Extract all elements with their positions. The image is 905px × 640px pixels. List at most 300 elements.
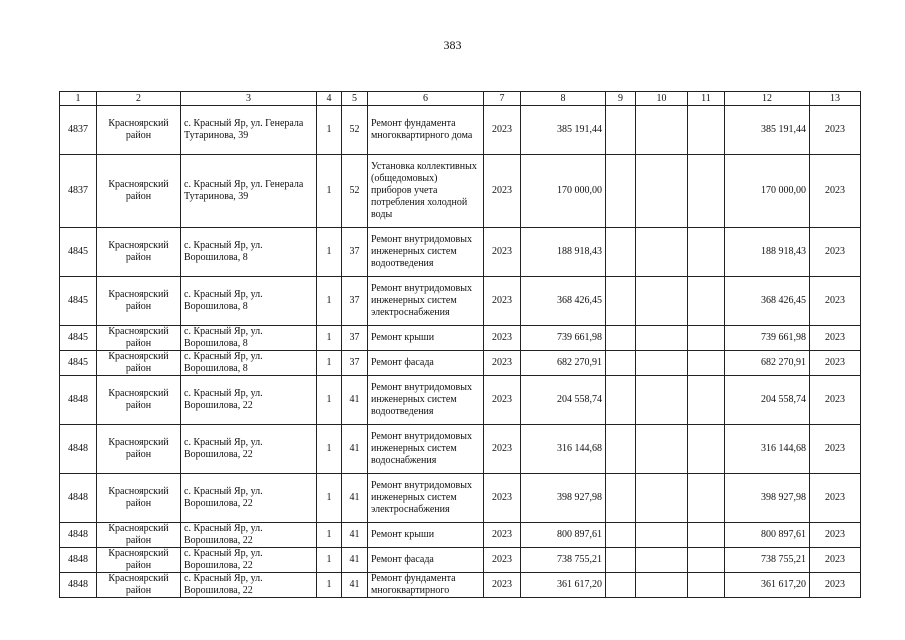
column-12-cost-cell-text: 738 755,21: [761, 554, 806, 565]
total-cost-cell-text: 316 144,68: [557, 443, 602, 454]
column-13-year-cell-text: 2023: [825, 295, 845, 306]
column-13-year-cell-text: 2023: [825, 185, 845, 196]
district-cell-text: Красноярский район: [108, 486, 169, 509]
column-header: 5: [342, 92, 368, 106]
year-cell-text: 2023: [492, 579, 512, 590]
column-header: 13: [810, 92, 861, 106]
object-id-cell: [60, 425, 97, 474]
column-header: 1: [60, 92, 97, 106]
object-id-cell-text: 4845: [68, 295, 88, 306]
object-id-cell-text: 4848: [68, 529, 88, 540]
column-11-cell: [688, 277, 725, 326]
district-cell: [97, 326, 181, 351]
column-10-cell: [636, 376, 688, 425]
column-header: 6: [368, 92, 484, 106]
column-5-cell-text: 41: [349, 443, 360, 454]
column-12-cost-cell: [725, 548, 810, 573]
address-cell-text: с. Красный Яр, ул. Ворошилова, 8: [184, 326, 263, 349]
table-row: [60, 155, 861, 228]
address-cell: [181, 228, 317, 277]
district-cell: [97, 425, 181, 474]
district-cell-text: Красноярский район: [108, 351, 169, 374]
object-id-cell: [60, 351, 97, 376]
column-9-cell: [606, 155, 636, 228]
address-cell: [181, 277, 317, 326]
district-cell: [97, 155, 181, 228]
district-cell-text: Красноярский район: [108, 573, 169, 596]
table-row: [60, 474, 861, 523]
address-cell: [181, 155, 317, 228]
column-5-cell-text: 37: [349, 332, 360, 343]
column-12-cost-cell-text: 398 927,98: [761, 492, 806, 503]
column-9-cell: [606, 277, 636, 326]
total-cost-cell-text: 398 927,98: [557, 492, 602, 503]
column-12-cost-cell: [725, 474, 810, 523]
year-cell: [484, 228, 521, 277]
column-4-cell-text: 1: [326, 332, 332, 343]
work-type-cell: [368, 523, 484, 548]
column-12-cost-cell-text: 170 000,00: [761, 185, 806, 196]
year-cell: [484, 523, 521, 548]
object-id-cell-text: 4848: [68, 554, 88, 565]
registry-table: [59, 91, 861, 598]
column-9-cell: [606, 573, 636, 598]
column-13-year-cell-text: 2023: [825, 554, 845, 565]
column-13-year-cell: [810, 351, 861, 376]
column-13-year-cell: [810, 425, 861, 474]
column-9-cell: [606, 106, 636, 155]
total-cost-cell: [521, 376, 606, 425]
column-5-cell: [342, 228, 368, 277]
object-id-cell: [60, 106, 97, 155]
address-cell-text: с. Красный Яр, ул. Ворошилова, 22: [184, 573, 263, 596]
total-cost-cell-text: 385 191,44: [557, 124, 602, 135]
district-cell: [97, 474, 181, 523]
object-id-cell: [60, 277, 97, 326]
work-type-cell-text: Ремонт внутридомовых инженерных систем электроснабжения: [371, 283, 473, 318]
address-cell-text: с. Красный Яр, ул. Ворошилова, 8: [184, 351, 263, 374]
column-header: 10: [636, 92, 688, 106]
district-cell: [97, 106, 181, 155]
column-header: 12: [725, 92, 810, 106]
object-id-cell: [60, 523, 97, 548]
work-type-cell: [368, 277, 484, 326]
column-4-cell: [317, 106, 342, 155]
district-cell-text: Красноярский район: [108, 548, 169, 571]
column-11-cell: [688, 523, 725, 548]
column-4-cell: [317, 351, 342, 376]
column-12-cost-cell: [725, 351, 810, 376]
column-12-cost-cell: [725, 523, 810, 548]
column-13-year-cell-text: 2023: [825, 492, 845, 503]
object-id-cell: [60, 326, 97, 351]
district-cell-text: Красноярский район: [108, 289, 169, 312]
column-5-cell-text: 52: [349, 185, 360, 196]
column-11-cell: [688, 228, 725, 277]
column-10-cell: [636, 228, 688, 277]
column-13-year-cell-text: 2023: [825, 332, 845, 343]
column-4-cell: [317, 228, 342, 277]
column-13-year-cell: [810, 523, 861, 548]
year-cell: [484, 106, 521, 155]
column-4-cell-text: 1: [326, 529, 332, 540]
district-cell-text: Красноярский район: [108, 437, 169, 460]
total-cost-cell-text: 682 270,91: [557, 357, 602, 368]
address-cell: [181, 548, 317, 573]
column-13-year-cell: [810, 474, 861, 523]
column-5-cell: [342, 376, 368, 425]
column-9-cell: [606, 425, 636, 474]
column-5-cell: [342, 548, 368, 573]
total-cost-cell-text: 738 755,21: [557, 554, 602, 565]
district-cell: [97, 351, 181, 376]
object-id-cell: [60, 228, 97, 277]
column-12-cost-cell-text: 204 558,74: [761, 394, 806, 405]
column-10-cell: [636, 351, 688, 376]
year-cell-text: 2023: [492, 394, 512, 405]
address-cell-text: с. Красный Яр, ул. Ворошилова, 22: [184, 523, 263, 546]
district-cell: [97, 573, 181, 598]
object-id-cell-text: 4837: [68, 124, 88, 135]
address-cell-text: с. Красный Яр, ул. Ворошилова, 22: [184, 486, 263, 509]
column-4-cell-text: 1: [326, 124, 332, 135]
column-11-cell: [688, 155, 725, 228]
column-5-cell-text: 37: [349, 357, 360, 368]
column-11-cell: [688, 474, 725, 523]
column-10-cell: [636, 573, 688, 598]
total-cost-cell: [521, 573, 606, 598]
total-cost-cell: [521, 523, 606, 548]
column-13-year-cell: [810, 573, 861, 598]
column-13-year-cell: [810, 548, 861, 573]
work-type-cell-text: Установка коллективных (общедомовых) приборов учета потребления холодной воды: [371, 161, 477, 220]
object-id-cell-text: 4848: [68, 443, 88, 454]
district-cell-text: Красноярский район: [108, 179, 169, 202]
column-9-cell: [606, 474, 636, 523]
column-11-cell: [688, 351, 725, 376]
column-13-year-cell-text: 2023: [825, 357, 845, 368]
column-4-cell-text: 1: [326, 443, 332, 454]
column-13-year-cell-text: 2023: [825, 124, 845, 135]
work-type-cell: [368, 573, 484, 598]
table-row: [60, 106, 861, 155]
table-row: [60, 548, 861, 573]
column-9-cell: [606, 326, 636, 351]
column-5-cell: [342, 573, 368, 598]
district-cell-text: Красноярский район: [108, 388, 169, 411]
column-10-cell: [636, 523, 688, 548]
table-row: [60, 376, 861, 425]
work-type-cell: [368, 474, 484, 523]
total-cost-cell: [521, 277, 606, 326]
table-row: [60, 523, 861, 548]
table-row: [60, 326, 861, 351]
object-id-cell: [60, 548, 97, 573]
address-cell-text: с. Красный Яр, ул. Ворошилова, 22: [184, 548, 263, 571]
address-cell-text: с. Красный Яр, ул. Ворошилова, 8: [184, 240, 263, 263]
column-5-cell-text: 37: [349, 295, 360, 306]
address-cell-text: с. Красный Яр, ул. Генерала Тутаринова, 39: [184, 179, 304, 202]
address-cell-text: с. Красный Яр, ул. Ворошилова, 22: [184, 388, 263, 411]
column-9-cell: [606, 351, 636, 376]
address-cell-text: с. Красный Яр, ул. Ворошилова, 8: [184, 289, 263, 312]
column-header: 2: [97, 92, 181, 106]
year-cell-text: 2023: [492, 492, 512, 503]
column-5-cell-text: 41: [349, 492, 360, 503]
table-row: [60, 277, 861, 326]
column-4-cell-text: 1: [326, 246, 332, 257]
column-12-cost-cell: [725, 573, 810, 598]
district-cell: [97, 523, 181, 548]
address-cell-text: с. Красный Яр, ул. Ворошилова, 22: [184, 437, 263, 460]
column-12-cost-cell: [725, 425, 810, 474]
column-4-cell: [317, 425, 342, 474]
table-row: [60, 425, 861, 474]
column-11-cell: [688, 573, 725, 598]
column-9-cell: [606, 376, 636, 425]
work-type-cell-text: Ремонт внутридомовых инженерных систем водоотведения: [371, 234, 473, 269]
year-cell: [484, 474, 521, 523]
district-cell: [97, 277, 181, 326]
year-cell: [484, 155, 521, 228]
column-4-cell-text: 1: [326, 579, 332, 590]
column-10-cell: [636, 548, 688, 573]
column-4-cell-text: 1: [326, 554, 332, 565]
column-4-cell: [317, 326, 342, 351]
work-type-cell-text: Ремонт внутридомовых инженерных систем электроснабжения: [371, 480, 473, 515]
column-13-year-cell: [810, 326, 861, 351]
object-id-cell-text: 4845: [68, 246, 88, 257]
column-4-cell: [317, 155, 342, 228]
column-header: 3: [181, 92, 317, 106]
address-cell: [181, 523, 317, 548]
column-12-cost-cell-text: 739 661,98: [761, 332, 806, 343]
total-cost-cell-text: 204 558,74: [557, 394, 602, 405]
work-type-cell-text: Ремонт фасада: [371, 357, 434, 368]
column-4-cell: [317, 474, 342, 523]
work-type-cell: [368, 425, 484, 474]
column-12-cost-cell: [725, 277, 810, 326]
address-cell: [181, 351, 317, 376]
year-cell-text: 2023: [492, 554, 512, 565]
total-cost-cell-text: 188 918,43: [557, 246, 602, 257]
column-9-cell: [606, 228, 636, 277]
object-id-cell-text: 4848: [68, 492, 88, 503]
object-id-cell-text: 4837: [68, 185, 88, 196]
district-cell-text: Красноярский район: [108, 118, 169, 141]
column-5-cell-text: 41: [349, 529, 360, 540]
column-12-cost-cell: [725, 228, 810, 277]
column-13-year-cell-text: 2023: [825, 579, 845, 590]
total-cost-cell-text: 739 661,98: [557, 332, 602, 343]
district-cell-text: Красноярский район: [108, 523, 169, 546]
district-cell-text: Красноярский район: [108, 326, 169, 349]
total-cost-cell: [521, 548, 606, 573]
column-5-cell-text: 41: [349, 554, 360, 565]
address-cell: [181, 326, 317, 351]
column-5-cell: [342, 523, 368, 548]
year-cell: [484, 351, 521, 376]
column-11-cell: [688, 326, 725, 351]
column-12-cost-cell-text: 385 191,44: [761, 124, 806, 135]
column-12-cost-cell-text: 368 426,45: [761, 295, 806, 306]
total-cost-cell: [521, 351, 606, 376]
column-13-year-cell-text: 2023: [825, 246, 845, 257]
year-cell: [484, 376, 521, 425]
year-cell-text: 2023: [492, 295, 512, 306]
total-cost-cell-text: 170 000,00: [557, 185, 602, 196]
column-13-year-cell: [810, 277, 861, 326]
total-cost-cell: [521, 106, 606, 155]
column-5-cell-text: 41: [349, 394, 360, 405]
column-9-cell: [606, 548, 636, 573]
column-13-year-cell-text: 2023: [825, 529, 845, 540]
work-type-cell: [368, 326, 484, 351]
year-cell: [484, 548, 521, 573]
address-cell: [181, 573, 317, 598]
column-header: 4: [317, 92, 342, 106]
total-cost-cell: [521, 326, 606, 351]
column-4-cell-text: 1: [326, 394, 332, 405]
column-5-cell: [342, 155, 368, 228]
column-12-cost-cell: [725, 376, 810, 425]
column-4-cell: [317, 523, 342, 548]
column-13-year-cell-text: 2023: [825, 394, 845, 405]
object-id-cell: [60, 376, 97, 425]
address-cell: [181, 376, 317, 425]
total-cost-cell-text: 368 426,45: [557, 295, 602, 306]
column-4-cell-text: 1: [326, 295, 332, 306]
column-13-year-cell-text: 2023: [825, 443, 845, 454]
object-id-cell-text: 4845: [68, 332, 88, 343]
table-row: [60, 573, 861, 598]
column-5-cell: [342, 326, 368, 351]
column-10-cell: [636, 155, 688, 228]
year-cell: [484, 573, 521, 598]
column-12-cost-cell-text: 188 918,43: [761, 246, 806, 257]
district-cell: [97, 548, 181, 573]
column-4-cell: [317, 573, 342, 598]
year-cell-text: 2023: [492, 124, 512, 135]
year-cell: [484, 425, 521, 474]
column-12-cost-cell: [725, 155, 810, 228]
column-12-cost-cell-text: 800 897,61: [761, 529, 806, 540]
column-header: 8: [521, 92, 606, 106]
column-12-cost-cell: [725, 326, 810, 351]
column-4-cell: [317, 548, 342, 573]
total-cost-cell-text: 800 897,61: [557, 529, 602, 540]
column-13-year-cell: [810, 155, 861, 228]
column-12-cost-cell-text: 361 617,20: [761, 579, 806, 590]
column-11-cell: [688, 376, 725, 425]
object-id-cell-text: 4848: [68, 394, 88, 405]
work-type-cell: [368, 351, 484, 376]
column-13-year-cell: [810, 376, 861, 425]
column-12-cost-cell-text: 316 144,68: [761, 443, 806, 454]
column-header: 7: [484, 92, 521, 106]
work-type-cell-text: Ремонт фасада: [371, 554, 434, 565]
column-11-cell: [688, 425, 725, 474]
column-10-cell: [636, 425, 688, 474]
district-cell: [97, 376, 181, 425]
address-cell: [181, 474, 317, 523]
column-11-cell: [688, 106, 725, 155]
column-4-cell-text: 1: [326, 185, 332, 196]
column-10-cell: [636, 106, 688, 155]
table-header: [60, 92, 861, 106]
column-12-cost-cell: [725, 106, 810, 155]
column-5-cell: [342, 351, 368, 376]
column-5-cell-text: 52: [349, 124, 360, 135]
year-cell-text: 2023: [492, 357, 512, 368]
address-cell: [181, 425, 317, 474]
total-cost-cell: [521, 155, 606, 228]
header-row: [60, 92, 861, 106]
column-5-cell: [342, 425, 368, 474]
column-header: 9: [606, 92, 636, 106]
column-4-cell: [317, 376, 342, 425]
table-body: [60, 106, 861, 598]
column-10-cell: [636, 326, 688, 351]
year-cell-text: 2023: [492, 332, 512, 343]
column-header: 11: [688, 92, 725, 106]
table-row: [60, 228, 861, 277]
object-id-cell-text: 4848: [68, 579, 88, 590]
work-type-cell-text: Ремонт крыши: [371, 529, 435, 540]
column-9-cell: [606, 523, 636, 548]
work-type-cell-text: Ремонт внутридомовых инженерных систем водоотведения: [371, 382, 473, 417]
address-cell: [181, 106, 317, 155]
column-5-cell-text: 37: [349, 246, 360, 257]
district-cell-text: Красноярский район: [108, 240, 169, 263]
work-type-cell-text: Ремонт внутридомовых инженерных систем водоснабжения: [371, 431, 473, 466]
column-4-cell-text: 1: [326, 357, 332, 368]
year-cell: [484, 277, 521, 326]
work-type-cell-text: Ремонт фундамента многоквартирного дома: [371, 118, 473, 141]
work-type-cell: [368, 376, 484, 425]
page-number: 383: [443, 38, 462, 52]
work-type-cell-text: Ремонт фундамента многоквартирного: [371, 573, 456, 596]
object-id-cell-text: 4845: [68, 357, 88, 368]
object-id-cell: [60, 573, 97, 598]
column-10-cell: [636, 277, 688, 326]
total-cost-cell: [521, 474, 606, 523]
column-10-cell: [636, 474, 688, 523]
total-cost-cell: [521, 425, 606, 474]
year-cell-text: 2023: [492, 529, 512, 540]
object-id-cell: [60, 474, 97, 523]
object-id-cell: [60, 155, 97, 228]
total-cost-cell: [521, 228, 606, 277]
year-cell-text: 2023: [492, 246, 512, 257]
year-cell: [484, 326, 521, 351]
year-cell-text: 2023: [492, 185, 512, 196]
address-cell-text: с. Красный Яр, ул. Генерала Тутаринова, 39: [184, 118, 304, 141]
column-5-cell-text: 41: [349, 579, 360, 590]
work-type-cell-text: Ремонт крыши: [371, 332, 435, 343]
work-type-cell: [368, 548, 484, 573]
column-12-cost-cell-text: 682 270,91: [761, 357, 806, 368]
column-4-cell-text: 1: [326, 492, 332, 503]
work-type-cell: [368, 228, 484, 277]
column-4-cell: [317, 277, 342, 326]
column-13-year-cell: [810, 228, 861, 277]
column-11-cell: [688, 548, 725, 573]
column-5-cell: [342, 474, 368, 523]
column-13-year-cell: [810, 106, 861, 155]
year-cell-text: 2023: [492, 443, 512, 454]
district-cell: [97, 228, 181, 277]
